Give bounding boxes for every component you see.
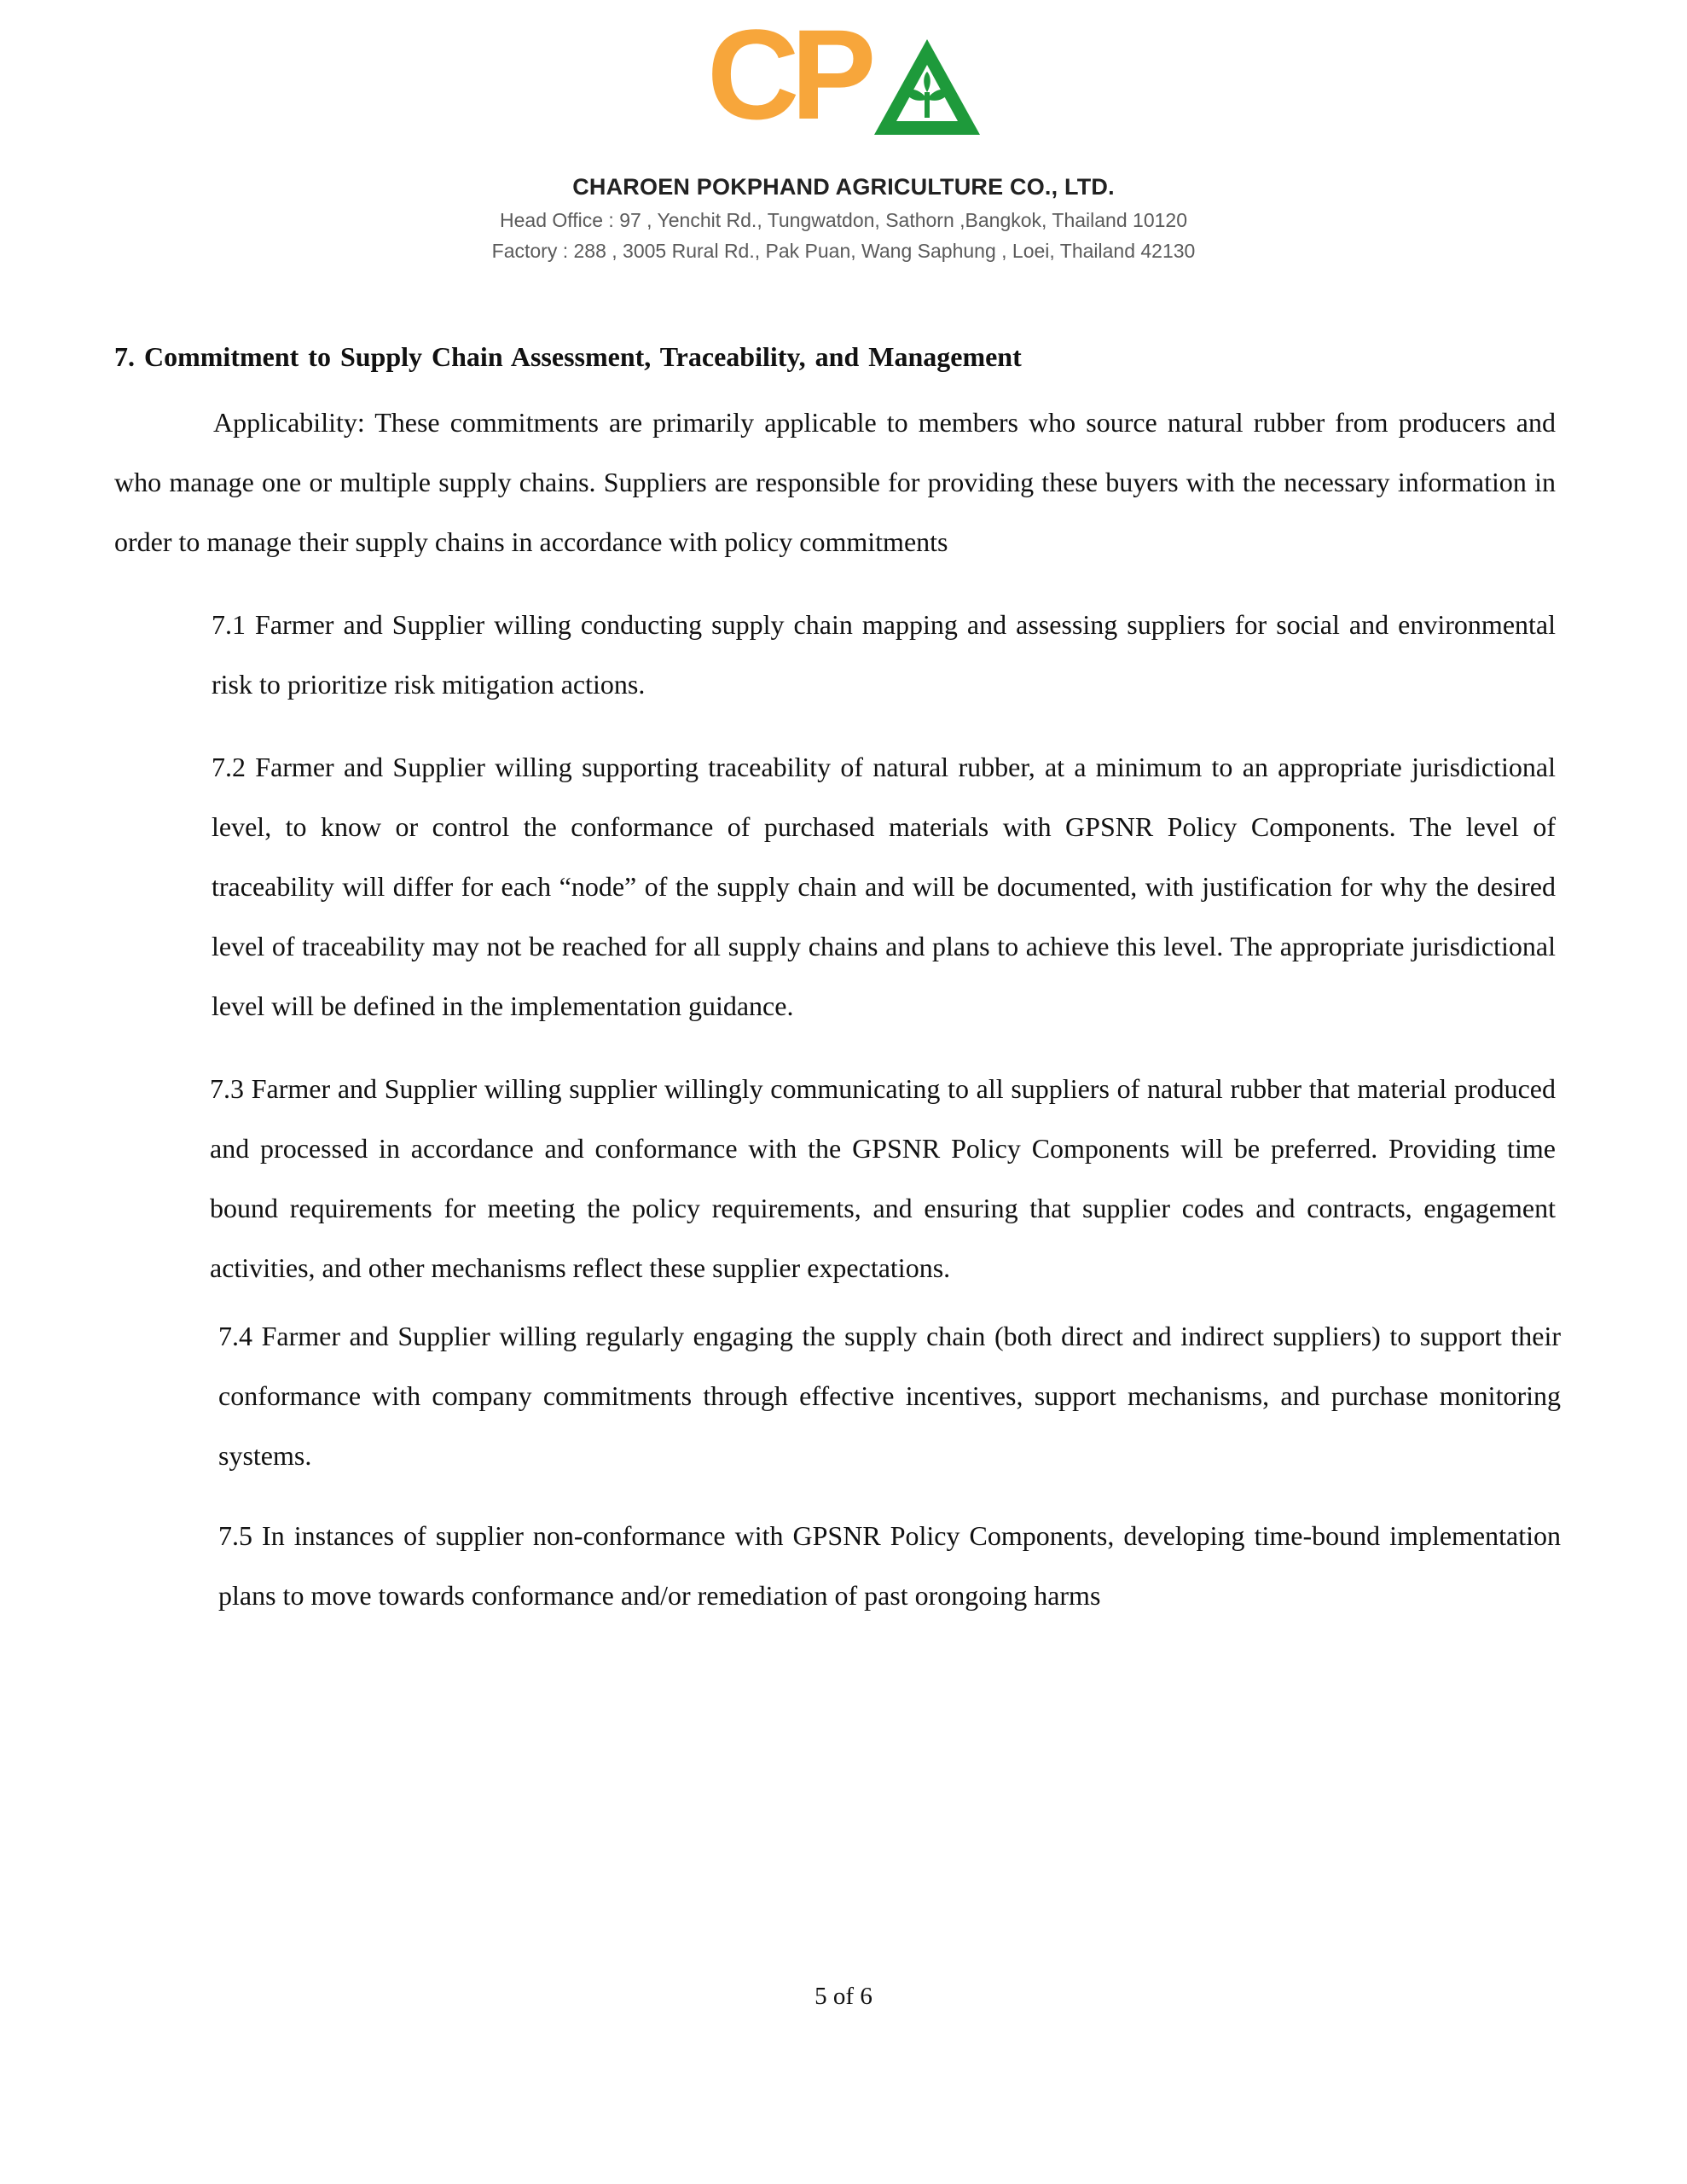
factory-address: Factory : 288 , 3005 Rural Rd., Pak Puan, Wang Saphung , Loei, Thailand 42130	[491, 239, 1196, 262]
page-number: 5 of 6	[815, 1983, 872, 2010]
head-office-address: Head Office : 97 , Yenchit Rd., Tungwatdon, Sathorn ,Bangkok, Thailand 10120	[500, 209, 1187, 231]
list-item: 7.1 Farmer and Supplier willing conducting supply chain mapping and assessing suppliers for social and environmental risk to prioritize risk mitigation actions.	[212, 609, 1556, 700]
list-item: 7.3 Farmer and Supplier willing supplier willingly communicating to all suppliers of natural rubber that material produced and processed in accordance and conformance with the GPSNR Policy Components will be preferred. Providing time bound requirements for meeting the policy requirements, and ensuring that supplier codes and contracts, engagement activities, and other mechanisms reflect these supplier expectations.	[210, 1073, 1556, 1283]
logo-wordmark: CP	[707, 3, 868, 146]
company-logo	[707, 3, 980, 146]
company-name: CHAROEN POKPHAND AGRICULTURE CO., LTD.	[572, 174, 1115, 200]
section-heading: 7. Commitment to Supply Chain Assessment, Traceability, and Management	[114, 341, 1022, 372]
leaf-triangle-icon	[871, 36, 983, 138]
list-item: 7.2 Farmer and Supplier willing supporting traceability of natural rubber, at a minimum to an appropriate jurisdictional level, to know or control the conformance of purchased materials with GPSNR Policy Components. The level of traceability will differ for each “node” of the supply chain and will be documented, with justification for why the desired level of traceability may not be reached for all supply chains and plans to achieve this level. The appropriate jurisdictional level will be defined in the implementation guidance.	[212, 752, 1556, 1021]
applicability-paragraph: Applicability: These commitments are primarily applicable to members who source natural rubber from producers and who manage one or multiple supply chains. Suppliers are responsible for providing these buyers with the necessary information in order to manage their supply chains in accordance with policy commitments	[114, 407, 1556, 557]
list-item: 7.5 In instances of supplier non-conformance with GPSNR Policy Components, developing time-bound implementation plans to move towards conformance and/or remediation of past orongoing harms	[218, 1520, 1561, 1611]
letterhead	[0, 3, 1687, 263]
list-item: 7.4 Farmer and Supplier willing regularly engaging the supply chain (both direct and indirect suppliers) to support their conformance with company commitments through effective incentives, support mechanisms, and purchase monitoring systems.	[218, 1321, 1561, 1471]
